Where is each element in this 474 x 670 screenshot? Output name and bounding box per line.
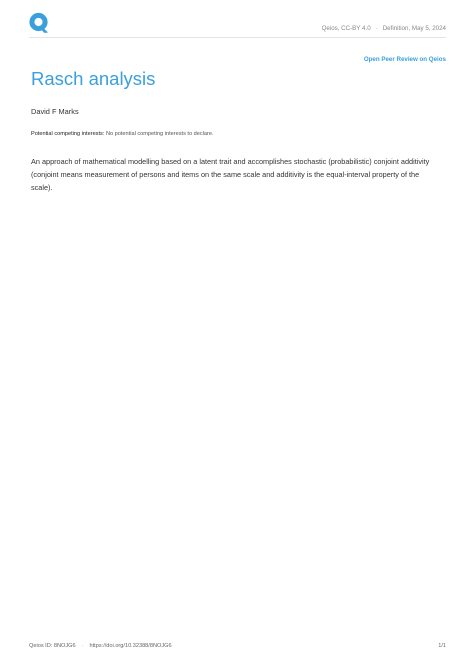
doi-link[interactable]: https://doi.org/10.32388/8NOJG6 (89, 643, 172, 649)
abstract-text: An approach of mathematical modelling based on a latent trait and accomplishes stochastic (probabilistic) conjoint additivity (conjoint means measurement of persons and items on the same scale and additivity is the equal-interval property of the scale). (31, 157, 430, 192)
qeios-logo-icon[interactable] (29, 12, 49, 34)
open-peer-review-link[interactable]: Open Peer Review on Qeios (363, 56, 446, 63)
header-divider (29, 37, 446, 38)
competing-interests-text: No potential competing interests to declare. (105, 131, 214, 137)
license-text: Qeios, CC-BY 4.0 (321, 25, 371, 32)
footer-separator: · (81, 643, 84, 649)
author-name: David F Marks (31, 107, 79, 116)
competing-interests (31, 131, 214, 137)
qeios-id: Qeios ID: 8NOJG6 (29, 643, 76, 649)
article-title: Rasch analysis (31, 68, 156, 89)
page-footer (29, 643, 446, 649)
page-number: 1/1 (438, 643, 446, 649)
header-separator: · (375, 25, 378, 32)
article-type-date: Definition, May 5, 2024 (382, 25, 446, 32)
competing-interests-label: Potential competing interests: (31, 131, 105, 137)
header-meta (322, 25, 446, 32)
